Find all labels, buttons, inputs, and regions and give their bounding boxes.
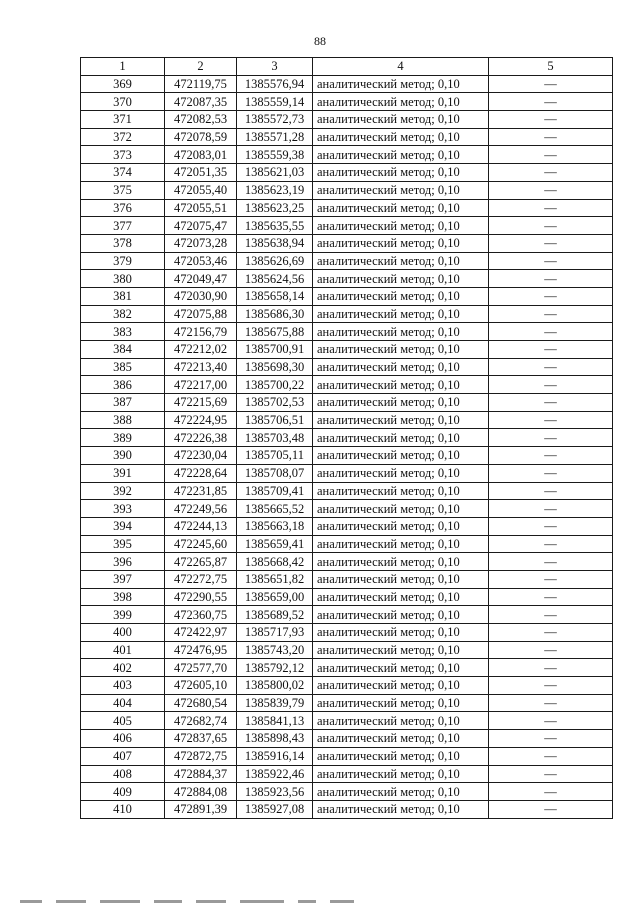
- x-coordinate-cell: 472049,47: [165, 270, 237, 288]
- note-cell: —: [489, 111, 613, 129]
- note-cell: —: [489, 730, 613, 748]
- note-cell: —: [489, 765, 613, 783]
- x-coordinate-cell: 472075,47: [165, 217, 237, 235]
- note-cell: —: [489, 146, 613, 164]
- table-row: [81, 659, 613, 677]
- y-coordinate-cell: 1385576,94: [237, 75, 313, 93]
- point-number-cell: 369: [81, 75, 165, 93]
- method-accuracy-cell: аналитический метод; 0,10: [313, 800, 489, 818]
- method-accuracy-cell: аналитический метод; 0,10: [313, 606, 489, 624]
- y-coordinate-cell: 1385717,93: [237, 624, 313, 642]
- y-coordinate-cell: 1385703,48: [237, 429, 313, 447]
- note-cell: —: [489, 305, 613, 323]
- method-accuracy-cell: аналитический метод; 0,10: [313, 659, 489, 677]
- point-number-cell: 403: [81, 677, 165, 695]
- x-coordinate-cell: 472682,74: [165, 712, 237, 730]
- x-coordinate-cell: 472053,46: [165, 252, 237, 270]
- note-cell: —: [489, 783, 613, 801]
- method-accuracy-cell: аналитический метод; 0,10: [313, 270, 489, 288]
- x-coordinate-cell: 472055,51: [165, 199, 237, 217]
- method-accuracy-cell: аналитический метод; 0,10: [313, 694, 489, 712]
- point-number-cell: 370: [81, 93, 165, 111]
- note-cell: —: [489, 323, 613, 341]
- table-row: [81, 323, 613, 341]
- x-coordinate-cell: 472244,13: [165, 517, 237, 535]
- point-number-cell: 373: [81, 146, 165, 164]
- point-number-cell: 392: [81, 482, 165, 500]
- note-cell: —: [489, 570, 613, 588]
- table-row: [81, 570, 613, 588]
- table-row: [81, 93, 613, 111]
- y-coordinate-cell: 1385623,25: [237, 199, 313, 217]
- x-coordinate-cell: 472083,01: [165, 146, 237, 164]
- column-header: 5: [489, 58, 613, 76]
- point-number-cell: 409: [81, 783, 165, 801]
- point-number-cell: 384: [81, 341, 165, 359]
- y-coordinate-cell: 1385709,41: [237, 482, 313, 500]
- method-accuracy-cell: аналитический метод; 0,10: [313, 181, 489, 199]
- y-coordinate-cell: 1385659,00: [237, 588, 313, 606]
- point-number-cell: 377: [81, 217, 165, 235]
- column-header: 3: [237, 58, 313, 76]
- y-coordinate-cell: 1385743,20: [237, 641, 313, 659]
- table-row: [81, 730, 613, 748]
- table-row: [81, 75, 613, 93]
- method-accuracy-cell: аналитический метод; 0,10: [313, 146, 489, 164]
- point-number-cell: 378: [81, 234, 165, 252]
- y-coordinate-cell: 1385624,56: [237, 270, 313, 288]
- column-header: 4: [313, 58, 489, 76]
- y-coordinate-cell: 1385923,56: [237, 783, 313, 801]
- table-row: [81, 800, 613, 818]
- table-row: [81, 783, 613, 801]
- note-cell: —: [489, 447, 613, 465]
- x-coordinate-cell: 472872,75: [165, 747, 237, 765]
- method-accuracy-cell: аналитический метод; 0,10: [313, 217, 489, 235]
- y-coordinate-cell: 1385927,08: [237, 800, 313, 818]
- table-row: [81, 535, 613, 553]
- y-coordinate-cell: 1385658,14: [237, 287, 313, 305]
- note-cell: —: [489, 588, 613, 606]
- point-number-cell: 410: [81, 800, 165, 818]
- y-coordinate-cell: 1385916,14: [237, 747, 313, 765]
- note-cell: —: [489, 535, 613, 553]
- method-accuracy-cell: аналитический метод; 0,10: [313, 535, 489, 553]
- y-coordinate-cell: 1385922,46: [237, 765, 313, 783]
- y-coordinate-cell: 1385698,30: [237, 358, 313, 376]
- note-cell: —: [489, 270, 613, 288]
- method-accuracy-cell: аналитический метод; 0,10: [313, 517, 489, 535]
- note-cell: —: [489, 358, 613, 376]
- x-coordinate-cell: 472290,55: [165, 588, 237, 606]
- x-coordinate-cell: 472087,35: [165, 93, 237, 111]
- table-row: [81, 252, 613, 270]
- table-row: [81, 411, 613, 429]
- method-accuracy-cell: аналитический метод; 0,10: [313, 570, 489, 588]
- method-accuracy-cell: аналитический метод; 0,10: [313, 677, 489, 695]
- y-coordinate-cell: 1385702,53: [237, 394, 313, 412]
- note-cell: —: [489, 234, 613, 252]
- x-coordinate-cell: 472605,10: [165, 677, 237, 695]
- method-accuracy-cell: аналитический метод; 0,10: [313, 234, 489, 252]
- method-accuracy-cell: аналитический метод; 0,10: [313, 783, 489, 801]
- y-coordinate-cell: 1385572,73: [237, 111, 313, 129]
- table-row: [81, 482, 613, 500]
- method-accuracy-cell: аналитический метод; 0,10: [313, 128, 489, 146]
- table-row: [81, 394, 613, 412]
- method-accuracy-cell: аналитический метод; 0,10: [313, 447, 489, 465]
- point-number-cell: 376: [81, 199, 165, 217]
- point-number-cell: 402: [81, 659, 165, 677]
- method-accuracy-cell: аналитический метод; 0,10: [313, 376, 489, 394]
- method-accuracy-cell: аналитический метод; 0,10: [313, 394, 489, 412]
- x-coordinate-cell: 472577,70: [165, 659, 237, 677]
- table-row: [81, 500, 613, 518]
- method-accuracy-cell: аналитический метод; 0,10: [313, 464, 489, 482]
- y-coordinate-cell: 1385659,41: [237, 535, 313, 553]
- method-accuracy-cell: аналитический метод; 0,10: [313, 411, 489, 429]
- table-row: [81, 164, 613, 182]
- x-coordinate-cell: 472156,79: [165, 323, 237, 341]
- point-number-cell: 379: [81, 252, 165, 270]
- x-coordinate-cell: 472230,04: [165, 447, 237, 465]
- note-cell: —: [489, 394, 613, 412]
- x-coordinate-cell: 472224,95: [165, 411, 237, 429]
- note-cell: —: [489, 128, 613, 146]
- point-number-cell: 374: [81, 164, 165, 182]
- note-cell: —: [489, 376, 613, 394]
- point-number-cell: 398: [81, 588, 165, 606]
- table-row: [81, 429, 613, 447]
- method-accuracy-cell: аналитический метод; 0,10: [313, 500, 489, 518]
- y-coordinate-cell: 1385839,79: [237, 694, 313, 712]
- method-accuracy-cell: аналитический метод; 0,10: [313, 199, 489, 217]
- table-row: [81, 553, 613, 571]
- note-cell: —: [489, 164, 613, 182]
- y-coordinate-cell: 1385621,03: [237, 164, 313, 182]
- note-cell: —: [489, 429, 613, 447]
- table-row: [81, 765, 613, 783]
- note-cell: —: [489, 75, 613, 93]
- x-coordinate-cell: 472055,40: [165, 181, 237, 199]
- x-coordinate-cell: 472231,85: [165, 482, 237, 500]
- table-row: [81, 287, 613, 305]
- point-number-cell: 375: [81, 181, 165, 199]
- column-header: 1: [81, 58, 165, 76]
- point-number-cell: 390: [81, 447, 165, 465]
- x-coordinate-cell: 472884,37: [165, 765, 237, 783]
- x-coordinate-cell: 472249,56: [165, 500, 237, 518]
- table-row: [81, 234, 613, 252]
- method-accuracy-cell: аналитический метод; 0,10: [313, 747, 489, 765]
- x-coordinate-cell: 472212,02: [165, 341, 237, 359]
- method-accuracy-cell: аналитический метод; 0,10: [313, 482, 489, 500]
- x-coordinate-cell: 472078,59: [165, 128, 237, 146]
- y-coordinate-cell: 1385559,14: [237, 93, 313, 111]
- table-row: [81, 181, 613, 199]
- y-coordinate-cell: 1385665,52: [237, 500, 313, 518]
- y-coordinate-cell: 1385705,11: [237, 447, 313, 465]
- method-accuracy-cell: аналитический метод; 0,10: [313, 730, 489, 748]
- table-row: [81, 358, 613, 376]
- point-number-cell: 394: [81, 517, 165, 535]
- point-number-cell: 388: [81, 411, 165, 429]
- method-accuracy-cell: аналитический метод; 0,10: [313, 341, 489, 359]
- note-cell: —: [489, 93, 613, 111]
- table-row: [81, 146, 613, 164]
- y-coordinate-cell: 1385700,22: [237, 376, 313, 394]
- y-coordinate-cell: 1385638,94: [237, 234, 313, 252]
- note-cell: —: [489, 747, 613, 765]
- x-coordinate-cell: 472073,28: [165, 234, 237, 252]
- point-number-cell: 395: [81, 535, 165, 553]
- table-row: [81, 606, 613, 624]
- x-coordinate-cell: 472891,39: [165, 800, 237, 818]
- method-accuracy-cell: аналитический метод; 0,10: [313, 765, 489, 783]
- note-cell: —: [489, 517, 613, 535]
- note-cell: —: [489, 606, 613, 624]
- method-accuracy-cell: аналитический метод; 0,10: [313, 624, 489, 642]
- table-row: [81, 747, 613, 765]
- page-number: 88: [314, 34, 326, 48]
- y-coordinate-cell: 1385651,82: [237, 570, 313, 588]
- note-cell: —: [489, 500, 613, 518]
- table-row: [81, 677, 613, 695]
- note-cell: —: [489, 482, 613, 500]
- method-accuracy-cell: аналитический метод; 0,10: [313, 305, 489, 323]
- method-accuracy-cell: аналитический метод; 0,10: [313, 553, 489, 571]
- table-row: [81, 447, 613, 465]
- method-accuracy-cell: аналитический метод; 0,10: [313, 588, 489, 606]
- point-number-cell: 386: [81, 376, 165, 394]
- note-cell: —: [489, 411, 613, 429]
- note-cell: —: [489, 694, 613, 712]
- table-row: [81, 270, 613, 288]
- point-number-cell: 391: [81, 464, 165, 482]
- x-coordinate-cell: 472226,38: [165, 429, 237, 447]
- method-accuracy-cell: аналитический метод; 0,10: [313, 323, 489, 341]
- x-coordinate-cell: 472680,54: [165, 694, 237, 712]
- method-accuracy-cell: аналитический метод; 0,10: [313, 712, 489, 730]
- x-coordinate-cell: 472360,75: [165, 606, 237, 624]
- point-number-cell: 372: [81, 128, 165, 146]
- x-coordinate-cell: 472075,88: [165, 305, 237, 323]
- coordinates-table: [80, 57, 613, 819]
- x-coordinate-cell: 472884,08: [165, 783, 237, 801]
- table-row: [81, 128, 613, 146]
- point-number-cell: 382: [81, 305, 165, 323]
- method-accuracy-cell: аналитический метод; 0,10: [313, 93, 489, 111]
- x-coordinate-cell: 472228,64: [165, 464, 237, 482]
- table-row: [81, 624, 613, 642]
- table-row: [81, 111, 613, 129]
- point-number-cell: 387: [81, 394, 165, 412]
- note-cell: —: [489, 553, 613, 571]
- y-coordinate-cell: 1385706,51: [237, 411, 313, 429]
- point-number-cell: 380: [81, 270, 165, 288]
- method-accuracy-cell: аналитический метод; 0,10: [313, 75, 489, 93]
- table-row: [81, 712, 613, 730]
- method-accuracy-cell: аналитический метод; 0,10: [313, 111, 489, 129]
- note-cell: —: [489, 217, 613, 235]
- note-cell: —: [489, 712, 613, 730]
- x-coordinate-cell: 472082,53: [165, 111, 237, 129]
- y-coordinate-cell: 1385559,38: [237, 146, 313, 164]
- method-accuracy-cell: аналитический метод; 0,10: [313, 252, 489, 270]
- point-number-cell: 383: [81, 323, 165, 341]
- y-coordinate-cell: 1385708,07: [237, 464, 313, 482]
- point-number-cell: 408: [81, 765, 165, 783]
- method-accuracy-cell: аналитический метод; 0,10: [313, 429, 489, 447]
- table-row: [81, 694, 613, 712]
- y-coordinate-cell: 1385571,28: [237, 128, 313, 146]
- point-number-cell: 397: [81, 570, 165, 588]
- x-coordinate-cell: 472217,00: [165, 376, 237, 394]
- method-accuracy-cell: аналитический метод; 0,10: [313, 164, 489, 182]
- note-cell: —: [489, 341, 613, 359]
- x-coordinate-cell: 472213,40: [165, 358, 237, 376]
- y-coordinate-cell: 1385800,02: [237, 677, 313, 695]
- x-coordinate-cell: 472051,35: [165, 164, 237, 182]
- point-number-cell: 406: [81, 730, 165, 748]
- column-header: 2: [165, 58, 237, 76]
- x-coordinate-cell: 472245,60: [165, 535, 237, 553]
- scan-edge-artifact: [0, 897, 640, 905]
- note-cell: —: [489, 464, 613, 482]
- table-row: [81, 588, 613, 606]
- point-number-cell: 381: [81, 287, 165, 305]
- note-cell: —: [489, 287, 613, 305]
- x-coordinate-cell: 472422,97: [165, 624, 237, 642]
- y-coordinate-cell: 1385686,30: [237, 305, 313, 323]
- y-coordinate-cell: 1385623,19: [237, 181, 313, 199]
- table-row: [81, 641, 613, 659]
- point-number-cell: 371: [81, 111, 165, 129]
- note-cell: —: [489, 677, 613, 695]
- y-coordinate-cell: 1385792,12: [237, 659, 313, 677]
- point-number-cell: 404: [81, 694, 165, 712]
- point-number-cell: 405: [81, 712, 165, 730]
- point-number-cell: 396: [81, 553, 165, 571]
- y-coordinate-cell: 1385700,91: [237, 341, 313, 359]
- table-row: [81, 305, 613, 323]
- point-number-cell: 400: [81, 624, 165, 642]
- point-number-cell: 399: [81, 606, 165, 624]
- y-coordinate-cell: 1385689,52: [237, 606, 313, 624]
- method-accuracy-cell: аналитический метод; 0,10: [313, 641, 489, 659]
- x-coordinate-cell: 472030,90: [165, 287, 237, 305]
- note-cell: —: [489, 659, 613, 677]
- y-coordinate-cell: 1385626,69: [237, 252, 313, 270]
- x-coordinate-cell: 472215,69: [165, 394, 237, 412]
- note-cell: —: [489, 800, 613, 818]
- y-coordinate-cell: 1385675,88: [237, 323, 313, 341]
- table-row: [81, 376, 613, 394]
- y-coordinate-cell: 1385668,42: [237, 553, 313, 571]
- y-coordinate-cell: 1385841,13: [237, 712, 313, 730]
- table-body: [81, 75, 613, 818]
- table-header-row: [81, 58, 613, 76]
- note-cell: —: [489, 641, 613, 659]
- x-coordinate-cell: 472272,75: [165, 570, 237, 588]
- point-number-cell: 385: [81, 358, 165, 376]
- x-coordinate-cell: 472837,65: [165, 730, 237, 748]
- method-accuracy-cell: аналитический метод; 0,10: [313, 287, 489, 305]
- point-number-cell: 389: [81, 429, 165, 447]
- x-coordinate-cell: 472119,75: [165, 75, 237, 93]
- method-accuracy-cell: аналитический метод; 0,10: [313, 358, 489, 376]
- table-row: [81, 199, 613, 217]
- note-cell: —: [489, 252, 613, 270]
- point-number-cell: 407: [81, 747, 165, 765]
- table-row: [81, 217, 613, 235]
- table-row: [81, 464, 613, 482]
- table-row: [81, 341, 613, 359]
- point-number-cell: 401: [81, 641, 165, 659]
- y-coordinate-cell: 1385663,18: [237, 517, 313, 535]
- note-cell: —: [489, 199, 613, 217]
- x-coordinate-cell: 472476,95: [165, 641, 237, 659]
- point-number-cell: 393: [81, 500, 165, 518]
- y-coordinate-cell: 1385635,55: [237, 217, 313, 235]
- y-coordinate-cell: 1385898,43: [237, 730, 313, 748]
- table-row: [81, 517, 613, 535]
- note-cell: —: [489, 624, 613, 642]
- note-cell: —: [489, 181, 613, 199]
- x-coordinate-cell: 472265,87: [165, 553, 237, 571]
